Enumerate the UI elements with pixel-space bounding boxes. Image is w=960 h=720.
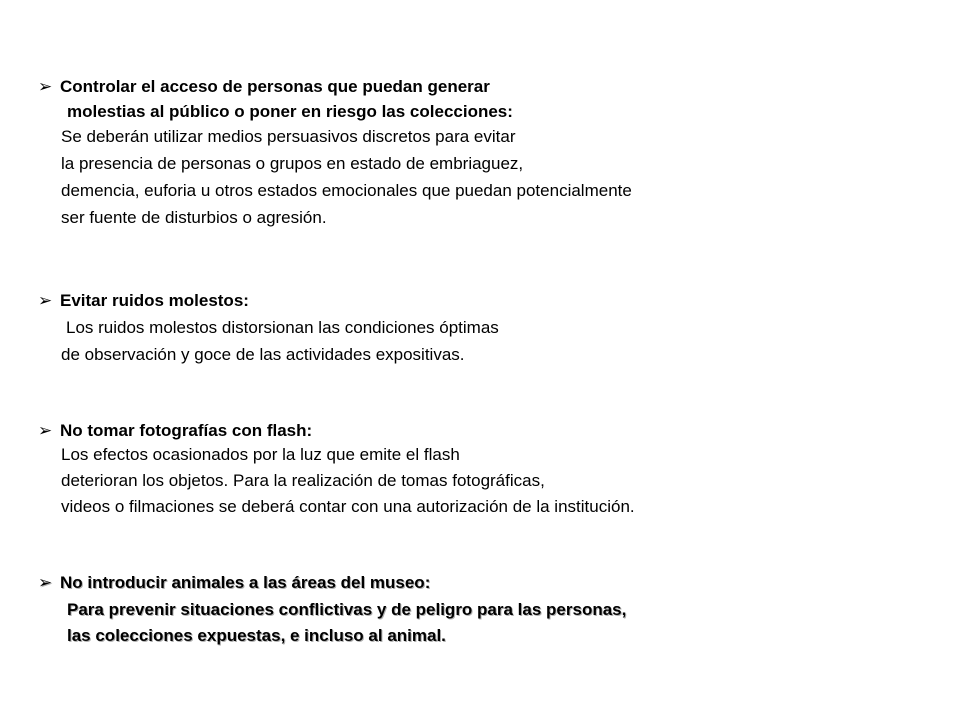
arrow-bullet-icon: ➢ <box>38 573 53 593</box>
section-1-heading-line-1: Controlar el acceso de personas que puedan generar <box>60 77 490 96</box>
section-3-heading-line-1: No tomar fotografías con flash: <box>60 421 313 440</box>
section-4-heading <box>38 571 430 595</box>
section-1-heading <box>38 75 490 99</box>
section-4-body-line-1: Para prevenir situaciones conflictivas y de peligro para las personas, <box>67 600 627 619</box>
section-3-body-line-2: deterioran los objetos. Para la realización de tomas fotográficas, <box>61 471 545 490</box>
section-1-heading-line-2: molestias al público o poner en riesgo las colecciones: <box>67 102 513 121</box>
section-1-body-line-3: demencia, euforia u otros estados emocionales que puedan potencialmente <box>61 181 632 200</box>
section-4-body-line-2: las colecciones expuestas, e incluso al animal. <box>67 626 446 645</box>
arrow-bullet-icon: ➢ <box>38 77 53 97</box>
section-2-body-line-2: de observación y goce de las actividades expositivas. <box>61 345 465 364</box>
arrow-bullet-icon: ➢ <box>38 421 53 441</box>
section-3-body-line-1: Los efectos ocasionados por la luz que emite el flash <box>61 445 460 464</box>
section-2-heading-line-1: Evitar ruidos molestos: <box>60 291 249 310</box>
section-1-body-line-4: ser fuente de disturbios o agresión. <box>61 208 327 227</box>
arrow-bullet-icon: ➢ <box>38 291 53 311</box>
section-2-heading <box>38 289 249 313</box>
section-3-body-line-3: videos o filmaciones se deberá contar con una autorización de la institución. <box>61 497 635 516</box>
section-4-heading-line-1: No introducir animales a las áreas del museo: <box>60 573 431 592</box>
section-1-body-line-2: la presencia de personas o grupos en estado de embriaguez, <box>61 154 524 173</box>
section-2-body-line-1: Los ruidos molestos distorsionan las condiciones óptimas <box>66 318 499 337</box>
section-3-heading <box>38 419 312 443</box>
section-1-body-line-1: Se deberán utilizar medios persuasivos discretos para evitar <box>61 127 516 146</box>
